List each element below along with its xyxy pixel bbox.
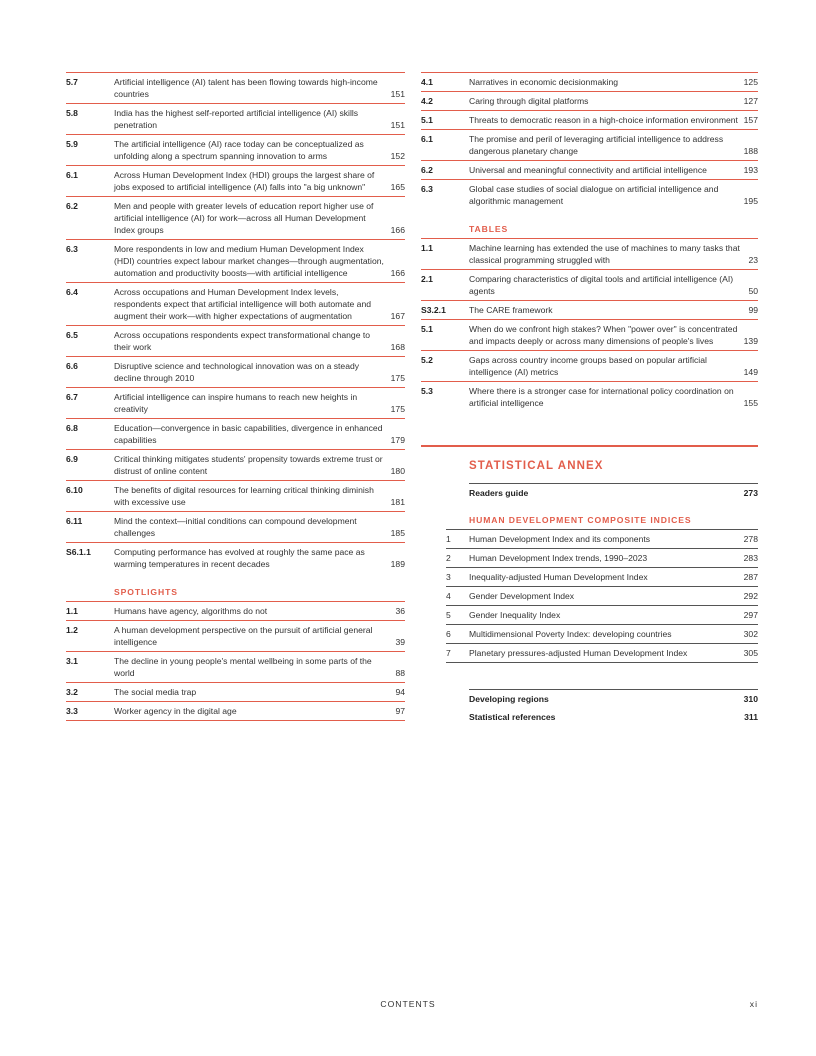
toc-entry[interactable] <box>66 72 405 103</box>
annex-divider <box>421 445 758 447</box>
toc-entry[interactable] <box>421 350 758 381</box>
entry-page: 181 <box>390 497 405 507</box>
index-number: 3 <box>446 572 451 582</box>
entry-title: Humans have agency, algorithms do not <box>114 606 268 616</box>
entry-number: 1.1 <box>421 243 433 253</box>
entry-number: S6.1.1 <box>66 547 91 557</box>
toc-entry[interactable] <box>66 103 405 134</box>
entry-page: 195 <box>743 196 758 206</box>
statistical-annex <box>421 445 758 726</box>
tail-page: 311 <box>744 712 758 722</box>
index-table-entry[interactable] <box>446 605 758 624</box>
index-number: 5 <box>446 610 451 620</box>
entry-number: 1.1 <box>66 606 78 616</box>
entry-page: 88 <box>395 668 405 678</box>
index-table-entry[interactable] <box>446 643 758 663</box>
entry-title: Gaps across country income groups based on popular artificial intelligence (AI) metrics <box>469 355 707 377</box>
index-title: Multidimensional Poverty Index: developing countries <box>469 629 672 639</box>
entry-number: 5.1 <box>421 324 433 334</box>
entry-number: 6.8 <box>66 423 78 433</box>
entry-page: 151 <box>390 89 405 99</box>
entry-title: Computing performance has evolved at roughly the same pace as warming temperatures in recent decades <box>114 547 365 569</box>
tables-heading: TABLES <box>469 224 509 234</box>
toc-entry[interactable] <box>421 72 758 91</box>
entry-title: The social media trap <box>114 687 197 697</box>
entry-page: 152 <box>390 151 405 161</box>
entry-title: Across occupations respondents expect transformational change to their work <box>114 330 371 352</box>
entry-number: 6.1 <box>421 134 433 144</box>
annex-title: STATISTICAL ANNEX <box>469 460 604 472</box>
toc-entry[interactable] <box>66 542 405 573</box>
footer-page-number: xi <box>749 999 758 1009</box>
toc-entry[interactable] <box>66 449 405 480</box>
entry-title: More respondents in low and medium Human Development Index (HDI) countries expect labour market changes—through augmentation, automation and productivity boosts—with artificial intelligence <box>114 244 384 278</box>
toc-entry[interactable] <box>421 129 758 160</box>
annex-tail-entry[interactable] <box>469 708 758 726</box>
entry-title: Caring through digital platforms <box>469 96 589 106</box>
toc-entry[interactable] <box>66 620 405 651</box>
entry-title: India has the highest self-reported artificial intelligence (AI) skills penetration <box>114 108 359 130</box>
index-title: Human Development Index and its components <box>469 534 651 544</box>
toc-entry[interactable] <box>66 196 405 239</box>
toc-entry[interactable] <box>421 238 758 269</box>
entry-page: 179 <box>390 435 405 445</box>
toc-entry[interactable] <box>66 601 405 620</box>
entry-title: Mind the context—initial conditions can compound development challenges <box>114 516 357 538</box>
entry-number: 6.1 <box>66 170 78 180</box>
entry-title: Critical thinking mitigates students' propensity towards extreme trust or distrust of online content <box>114 454 383 476</box>
tables-list <box>421 238 758 412</box>
entry-page: 149 <box>743 367 758 377</box>
entry-page: 50 <box>748 286 758 296</box>
entry-page: 168 <box>390 342 405 352</box>
entry-page: 165 <box>390 182 405 192</box>
index-number: 1 <box>446 534 451 544</box>
boxes-list <box>421 72 758 210</box>
entry-page: 125 <box>743 77 758 87</box>
entry-number: 6.10 <box>66 485 83 495</box>
entry-page: 175 <box>390 373 405 383</box>
entry-page: 155 <box>743 398 758 408</box>
entry-number: 5.8 <box>66 108 78 118</box>
toc-entry[interactable] <box>66 356 405 387</box>
spotlights-heading: SPOTLIGHTS <box>114 587 178 597</box>
toc-entry[interactable] <box>66 480 405 511</box>
entry-number: 5.7 <box>66 77 78 87</box>
readers-guide-link[interactable] <box>469 483 758 502</box>
entry-title: A human development perspective on the pursuit of artificial general intelligence <box>114 625 373 647</box>
entry-title: When do we confront high stakes? When "power over" is concentrated and impacts deeply or across many dimensions of people's lives <box>469 324 738 346</box>
entry-number: 6.2 <box>66 201 78 211</box>
readers-guide-title: Readers guide <box>469 488 529 498</box>
spotlights-list <box>66 601 405 721</box>
entry-page: 180 <box>390 466 405 476</box>
index-number: 4 <box>446 591 451 601</box>
entry-title: Comparing characteristics of digital tools and artificial intelligence (AI) agents <box>469 274 734 296</box>
index-table-entry[interactable] <box>446 624 758 643</box>
toc-entry[interactable] <box>66 511 405 542</box>
entry-number: 2.1 <box>421 274 433 284</box>
toc-entry[interactable] <box>66 325 405 356</box>
figures-list <box>66 72 405 573</box>
annex-tail-list <box>469 689 758 726</box>
entry-number: S3.2.1 <box>421 305 446 315</box>
toc-entry[interactable] <box>421 381 758 412</box>
entry-page: 99 <box>748 305 758 315</box>
toc-entry[interactable] <box>66 239 405 282</box>
entry-title: Global case studies of social dialogue on artificial intelligence and algorithmic management <box>469 184 719 206</box>
entry-number: 6.9 <box>66 454 78 464</box>
entry-page: 166 <box>390 225 405 235</box>
entry-number: 3.2 <box>66 687 78 697</box>
entry-number: 5.9 <box>66 139 78 149</box>
entry-page: 166 <box>390 268 405 278</box>
index-page: 297 <box>743 610 758 620</box>
entry-title: Men and people with greater levels of education report higher use of artificial intelligence (AI) for work—across all Human Development Index groups <box>114 201 374 235</box>
toc-right-column <box>421 72 758 412</box>
entry-number: 6.11 <box>66 516 83 526</box>
entry-title: Where there is a stronger case for international policy coordination on artificial intelligence <box>469 386 734 408</box>
toc-entry[interactable] <box>421 179 758 210</box>
entry-title: Disruptive science and technological innovation was on a steady decline through 2010 <box>114 361 360 383</box>
toc-entry[interactable] <box>66 651 405 682</box>
entry-page: 189 <box>390 559 405 569</box>
entry-title: The artificial intelligence (AI) race today can be conceptualized as unfolding along a spectrum spanning innovation to arms <box>114 139 364 161</box>
toc-entry[interactable] <box>66 165 405 196</box>
entry-title: Threats to democratic reason in a high-choice information environment <box>469 115 738 125</box>
index-table-entry[interactable] <box>446 567 758 586</box>
index-page: 278 <box>743 534 758 544</box>
composite-indices-heading: HUMAN DEVELOPMENT COMPOSITE INDICES <box>469 515 692 525</box>
toc-entry[interactable] <box>66 134 405 165</box>
footer-section-label: CONTENTS <box>380 999 436 1009</box>
entry-number: 6.3 <box>421 184 433 194</box>
entry-page: 175 <box>390 404 405 414</box>
annex-tail-entry[interactable] <box>469 689 758 708</box>
entry-title: Across Human Development Index (HDI) groups the largest share of jobs exposed to artificial intelligence (AI) falls into "a big unknown" <box>114 170 375 192</box>
index-page: 305 <box>743 648 758 658</box>
entry-page: 39 <box>395 637 405 647</box>
index-page: 283 <box>743 553 758 563</box>
tail-title: Statistical references <box>469 712 556 722</box>
entry-title: Artificial intelligence (AI) talent has been flowing towards high-income countries <box>114 77 378 99</box>
entry-title: Universal and meaningful connectivity and artificial intelligence <box>469 165 707 175</box>
index-number: 2 <box>446 553 451 563</box>
index-title: Gender Inequality Index <box>469 610 561 620</box>
entry-page: 127 <box>743 96 758 106</box>
entry-title: Worker agency in the digital age <box>114 706 237 716</box>
entry-title: Machine learning has extended the use of machines to many tasks that classical programming struggled with <box>469 243 740 265</box>
index-page: 287 <box>743 572 758 582</box>
entry-title: The CARE framework <box>469 305 553 315</box>
entry-title: Across occupations and Human Development Index levels, respondents expect that artificial intelligence will both automate and augment their work—with higher expectations of augmentation <box>114 287 372 321</box>
entry-page: 94 <box>395 687 405 697</box>
entry-page: 23 <box>748 255 758 265</box>
index-number: 6 <box>446 629 451 639</box>
index-title: Human Development Index trends, 1990–2023 <box>469 553 648 563</box>
entry-page: 188 <box>743 146 758 156</box>
toc-entry[interactable] <box>421 160 758 179</box>
entry-number: 6.5 <box>66 330 78 340</box>
entry-number: 4.2 <box>421 96 433 106</box>
toc-entry[interactable] <box>421 319 758 350</box>
entry-page: 36 <box>395 606 405 616</box>
index-page: 302 <box>743 629 758 639</box>
composite-indices-list <box>446 529 758 663</box>
index-title: Gender Development Index <box>469 591 575 601</box>
entry-title: Narratives in economic decisionmaking <box>469 77 619 87</box>
entry-number: 5.3 <box>421 386 433 396</box>
tail-page: 310 <box>743 694 758 704</box>
toc-entry[interactable] <box>66 282 405 325</box>
index-title: Inequality-adjusted Human Development Index <box>469 572 648 582</box>
toc-entry[interactable] <box>421 110 758 129</box>
toc-entry[interactable] <box>66 387 405 418</box>
toc-entry[interactable] <box>421 91 758 110</box>
entry-page: 157 <box>743 115 758 125</box>
entry-number: 6.6 <box>66 361 78 371</box>
entry-page: 97 <box>395 706 405 716</box>
entry-number: 5.2 <box>421 355 433 365</box>
entry-page: 185 <box>390 528 405 538</box>
entry-number: 3.1 <box>66 656 78 666</box>
readers-guide-page: 273 <box>743 488 758 498</box>
index-table-entry[interactable] <box>446 529 758 548</box>
index-title: Planetary pressures-adjusted Human Development Index <box>469 648 688 658</box>
entry-page: 151 <box>390 120 405 130</box>
entry-page: 193 <box>743 165 758 175</box>
index-number: 7 <box>446 648 451 658</box>
entry-title: Artificial intelligence can inspire humans to reach new heights in creativity <box>114 392 358 414</box>
entry-title: The decline in young people's mental wellbeing in some parts of the world <box>114 656 372 678</box>
entry-number: 6.2 <box>421 165 433 175</box>
entry-number: 4.1 <box>421 77 433 87</box>
index-table-entry[interactable] <box>446 548 758 567</box>
entry-page: 139 <box>743 336 758 346</box>
entry-number: 6.3 <box>66 244 78 254</box>
entry-number: 6.4 <box>66 287 78 297</box>
toc-entry[interactable] <box>421 300 758 319</box>
entry-number: 3.3 <box>66 706 78 716</box>
toc-entry[interactable] <box>66 701 405 721</box>
tail-title: Developing regions <box>469 694 549 704</box>
toc-entry[interactable] <box>66 682 405 701</box>
toc-entry[interactable] <box>66 418 405 449</box>
entry-title: The benefits of digital resources for learning critical thinking diminish with excessive use <box>114 485 374 507</box>
toc-left-column <box>66 72 405 721</box>
entry-page: 167 <box>390 311 405 321</box>
entry-number: 5.1 <box>421 115 433 125</box>
entry-title: The promise and peril of leveraging artificial intelligence to address dangerous planetary change <box>469 134 724 156</box>
entry-number: 6.7 <box>66 392 78 402</box>
index-page: 292 <box>743 591 758 601</box>
entry-number: 1.2 <box>66 625 78 635</box>
toc-entry[interactable] <box>421 269 758 300</box>
entry-title: Education—convergence in basic capabilities, divergence in enhanced capabilities <box>114 423 383 445</box>
index-table-entry[interactable] <box>446 586 758 605</box>
